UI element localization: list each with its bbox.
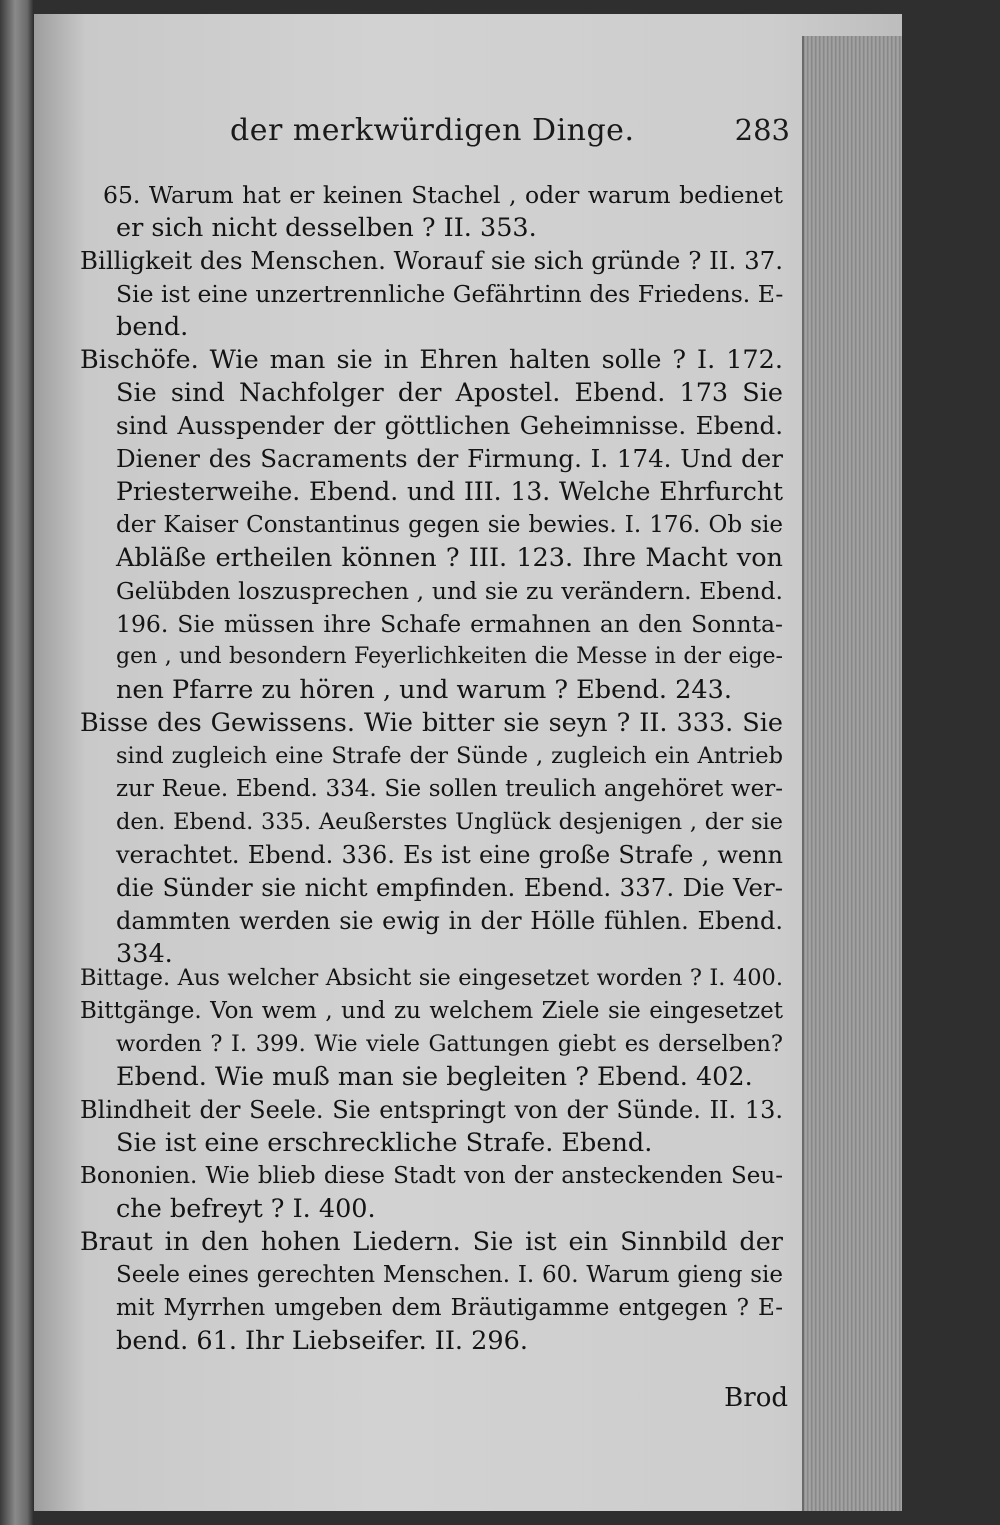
text-line: Diener des Sacraments der Firmung. I. 174. Und der	[116, 444, 783, 473]
catchword: Brod	[724, 1383, 788, 1413]
text-line: Priesterweihe. Ebend. und III. 13. Welche Ehrfurcht	[116, 477, 783, 506]
text-line: nen Pfarre zu hören , und warum ? Ebend. 243.	[116, 675, 732, 705]
text-line: Gelübden loszusprechen , und sie zu verändern. Ebend.	[116, 577, 783, 605]
text-line: Bischöfe. Wie man sie in Ehren halten solle ? I. 172.	[80, 345, 783, 375]
text-line: die Sünder sie nicht empfinden. Ebend. 337. Die Ver-	[116, 873, 783, 902]
text-line: Billigkeit des Menschen. Worauf sie sich gründe ? II. 37.	[80, 246, 784, 275]
text-line: zur Reue. Ebend. 334. Sie sollen treulich angehöret wer-	[116, 776, 783, 802]
text-line: Bisse des Gewissens. Wie bitter sie seyn ? II. 333. Sie	[80, 708, 783, 738]
text-line: Sie ist eine unzertrennliche Gefährtinn des Friedens. E-	[116, 280, 784, 308]
text-line: Sie sind Nachfolger der Apostel. Ebend. 173 Sie	[116, 378, 783, 408]
text-line: gen , und besondern Feyerlichkeiten die Messe in der eige-	[116, 644, 783, 669]
text-line: che befreyt ? I. 400.	[116, 1194, 376, 1224]
text-line: Bittage. Aus welcher Absicht sie eingesetzet worden ? I. 400.	[80, 965, 783, 991]
text-line: mit Myrrhen umgeben dem Bräutigamme entgegen ? E-	[116, 1295, 783, 1321]
text-line: 196. Sie müssen ihre Schafe ermahnen an den Sonnta-	[116, 610, 783, 638]
text-line: Blindheit der Seele. Sie entspringt von der Sünde. II. 13.	[80, 1096, 783, 1124]
text-line: Bononien. Wie blieb diese Stadt von der ansteckenden Seu-	[80, 1163, 783, 1189]
text-line: 65. Warum hat er keinen Stachel , oder warum bedienet	[103, 181, 783, 209]
text-line: verachtet. Ebend. 336. Es ist eine große Strafe , wenn	[116, 841, 783, 869]
text-line: dammten werden sie ewig in der Hölle fühlen. Ebend.	[116, 907, 783, 935]
text-line: Braut in den hohen Liedern. Sie ist ein Sinnbild der	[80, 1227, 783, 1257]
text-line: Bittgänge. Von wem , und zu welchem Ziele sie eingesetzet	[80, 998, 783, 1024]
text-line: worden ? I. 399. Wie viele Gattungen giebt es derselben?	[116, 1031, 783, 1057]
text-line: bend. 61. Ihr Liebseifer. II. 296.	[116, 1326, 528, 1356]
text-line: den. Ebend. 335. Aeußerstes Unglück desjenigen , der sie	[116, 809, 783, 835]
text-line: Abläße ertheilen können ? III. 123. Ihre Macht von	[116, 543, 783, 573]
text-line: 334.	[116, 939, 173, 969]
running-head: der merkwürdigen Dinge.	[230, 113, 635, 148]
text-line: Seele eines gerechten Menschen. I. 60. Warum gieng sie	[116, 1262, 783, 1288]
page-number: 283	[734, 113, 790, 147]
text-line: Sie ist eine erschreckliche Strafe. Ebend.	[116, 1128, 653, 1158]
text-line: Ebend. Wie muß man sie begleiten ? Ebend. 402.	[116, 1062, 753, 1092]
text-line: sind Ausspender der göttlichen Geheimnisse. Ebend.	[116, 411, 783, 440]
text-line: der Kaiser Constantinus gegen sie bewies. I. 176. Ob sie	[116, 512, 783, 538]
text-line: bend.	[116, 312, 189, 342]
text-line: er sich nicht desselben ? II. 353.	[116, 213, 537, 243]
text-line: sind zugleich eine Strafe der Sünde , zugleich ein Antrieb	[116, 743, 783, 769]
